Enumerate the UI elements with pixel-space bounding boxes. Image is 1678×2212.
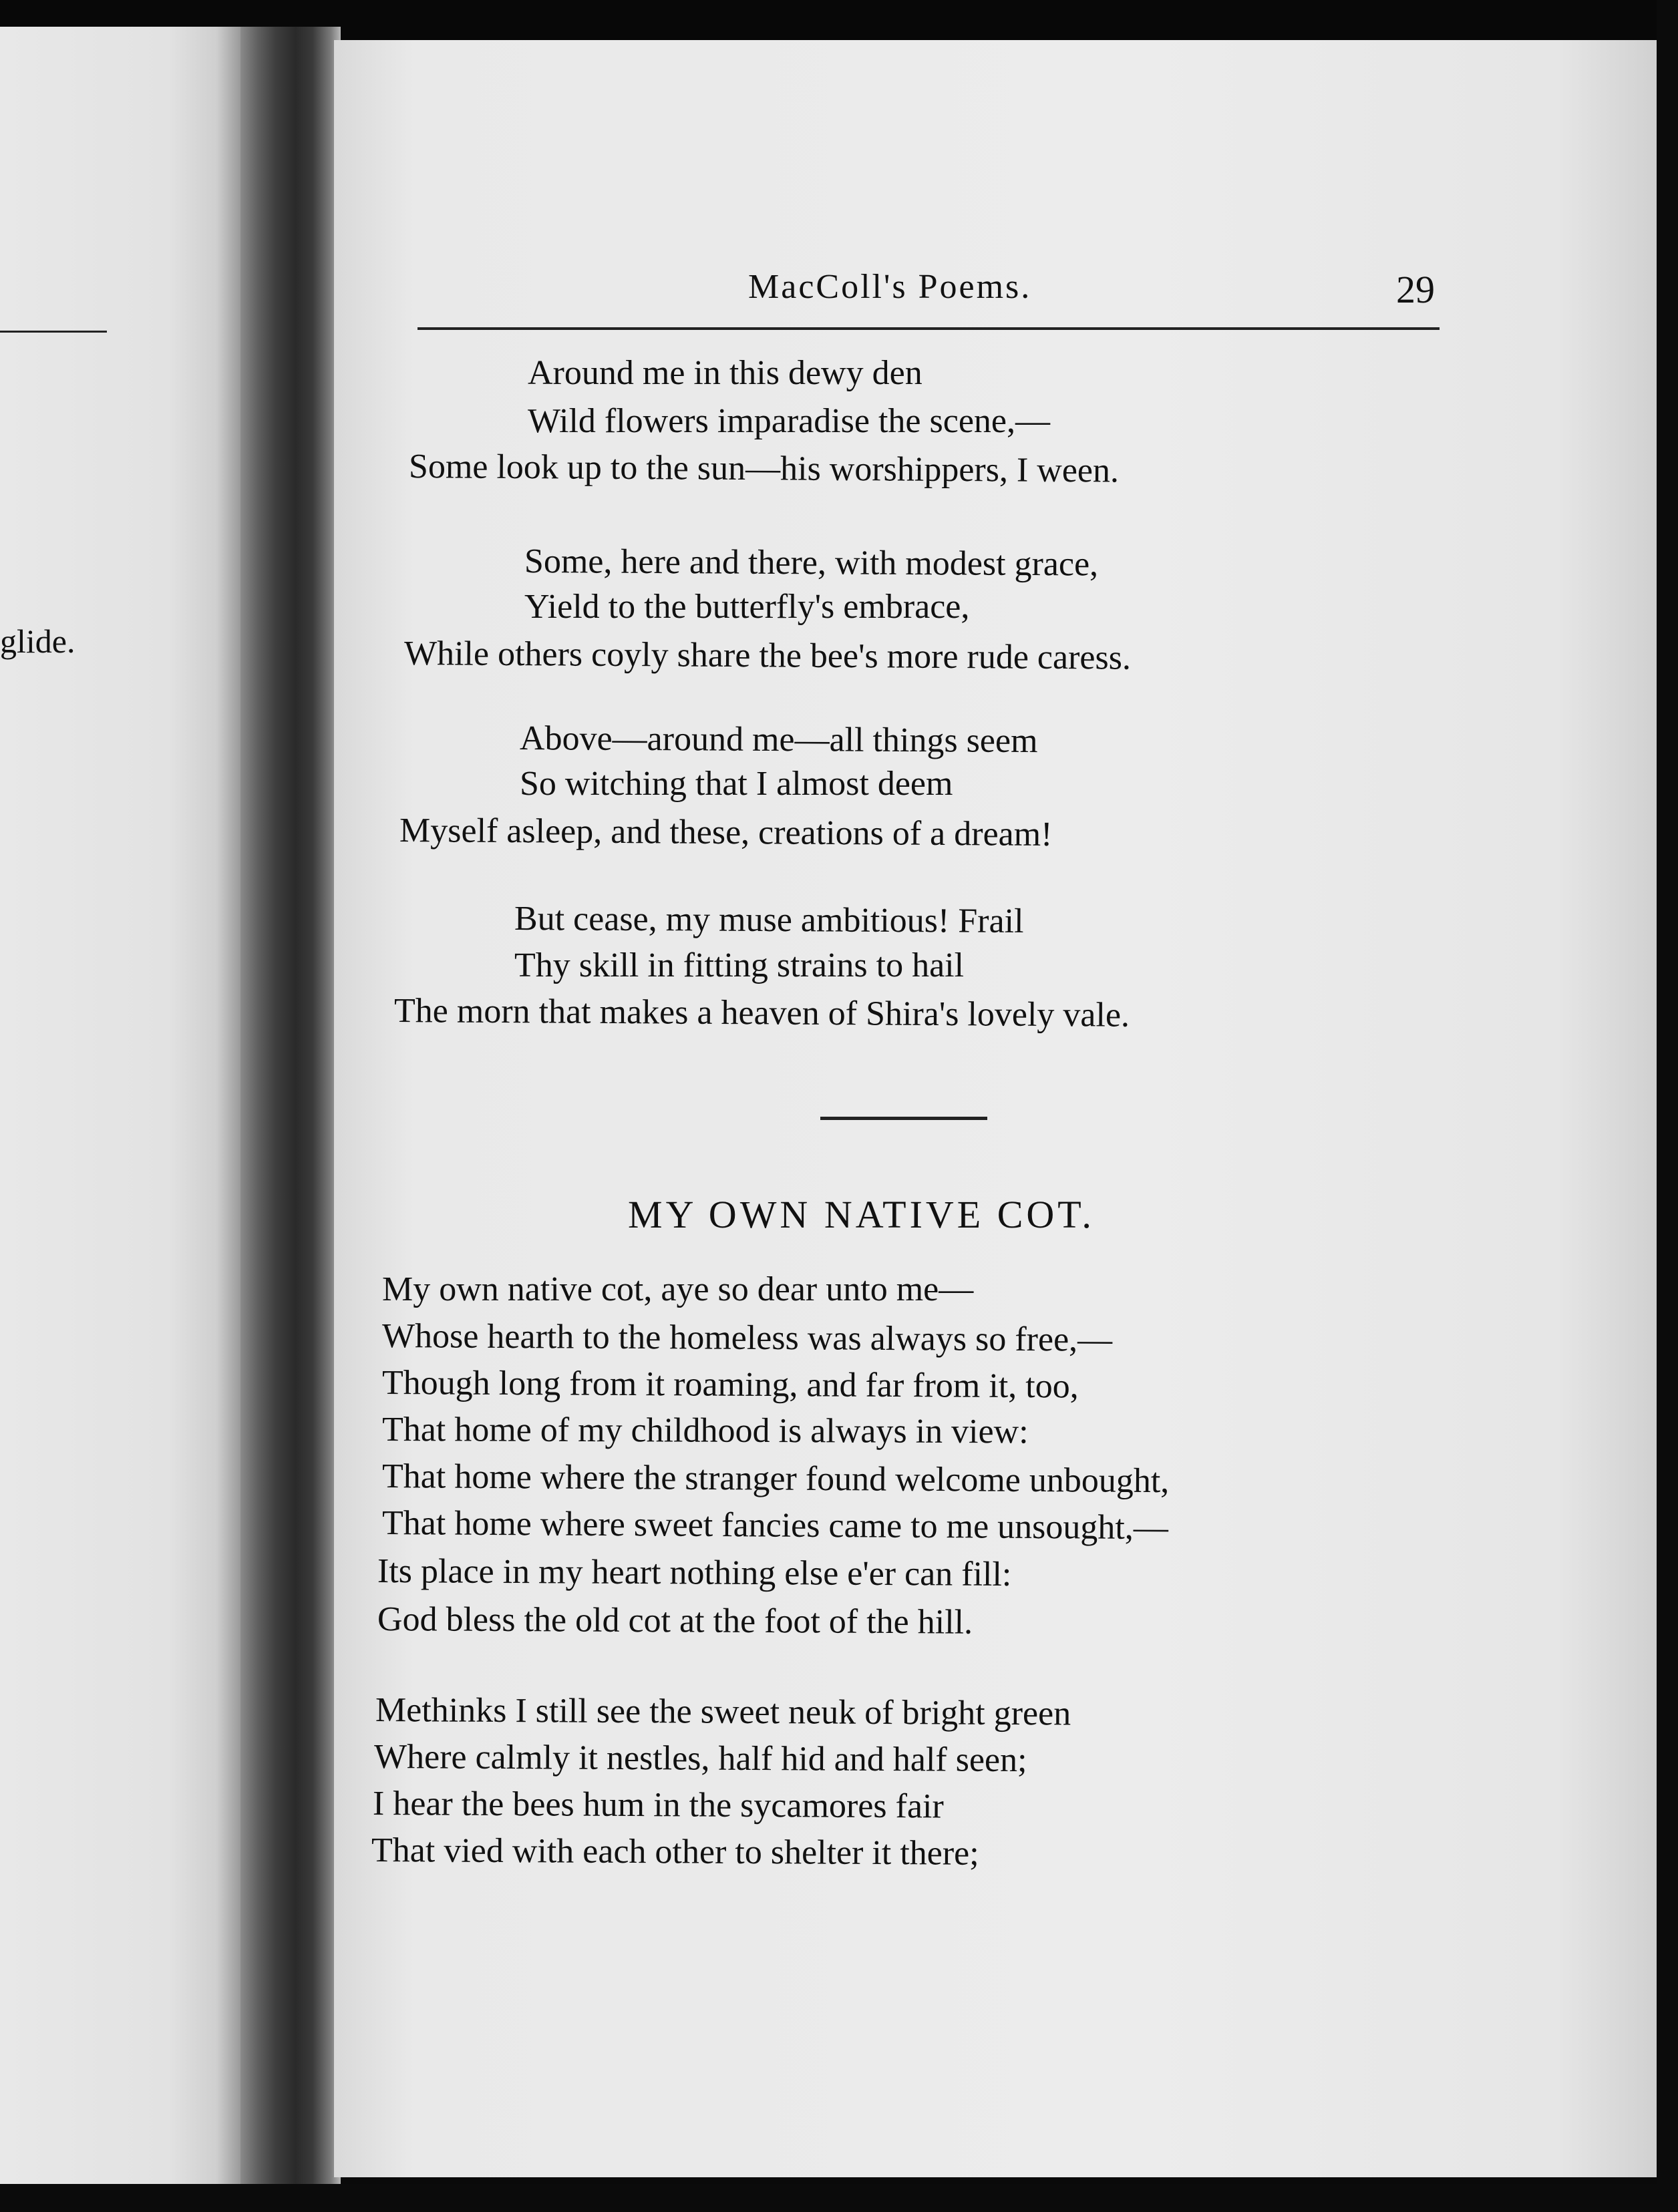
verse-line: But cease, my muse ambitious! Frail [514, 900, 1024, 940]
page-number: 29 [1396, 268, 1435, 311]
verse-line: That home where sweet fancies came to me unsought,— [381, 1504, 1168, 1547]
verse-line: Where calmly it nestles, half hid and half seen; [373, 1738, 1027, 1780]
left-page-fragment: glide. [0, 622, 75, 660]
verse-line: My own native cot, aye so dear unto me— [382, 1270, 974, 1308]
verse-line: Some look up to the sun—his worshippers, I ween. [408, 447, 1120, 490]
verse-line: I hear the bees hum in the sycamores fair [372, 1785, 944, 1826]
verse-line: Whose hearth to the homeless was always so free,— [381, 1317, 1113, 1359]
verse-line: That home where the stranger found welcome unbought, [381, 1457, 1170, 1501]
header-rule [417, 327, 1440, 330]
left-page-rule [0, 331, 107, 333]
scan-border-right [1657, 0, 1678, 2212]
verse-line: Yield to the butterfly's embrace, [524, 588, 970, 626]
verse-line: That vied with each other to shelter it there; [371, 1831, 979, 1873]
verse-line: Wild flowers imparadise the scene,— [528, 402, 1050, 440]
verse-line: Methinks I still see the sweet neuk of bright green [375, 1691, 1071, 1733]
verse-line: Some, here and there, with modest grace, [524, 542, 1099, 584]
poem-title: MY OWN NATIVE COT. [628, 1193, 1095, 1236]
verse-line: While others coyly share the bee's more rude caress. [403, 634, 1132, 677]
running-title: MacColl's Poems. [748, 268, 1032, 306]
verse-line: Around me in this dewy den [528, 354, 922, 392]
verse-line: That home of my childhood is always in view: [381, 1411, 1029, 1451]
verse-line: So witching that I almost deem [520, 765, 953, 803]
verse-line: Myself asleep, and these, creations of a dream! [399, 811, 1053, 854]
book-gutter [240, 27, 341, 2191]
left-page [0, 27, 240, 2191]
verse-line: Above—around me—all things seem [519, 719, 1038, 761]
section-divider [820, 1117, 987, 1120]
scan-border-bottom [0, 2184, 1678, 2212]
verse-line: Though long from it roaming, and far from it, too, [381, 1364, 1079, 1406]
verse-line: The morn that makes a heaven of Shira's lovely vale. [393, 992, 1130, 1035]
verse-line: Thy skill in fitting strains to hail [514, 946, 965, 984]
verse-line: God bless the old cot at the foot of the hill. [377, 1600, 973, 1642]
verse-line: Its place in my heart nothing else e'er can fill: [377, 1552, 1012, 1594]
